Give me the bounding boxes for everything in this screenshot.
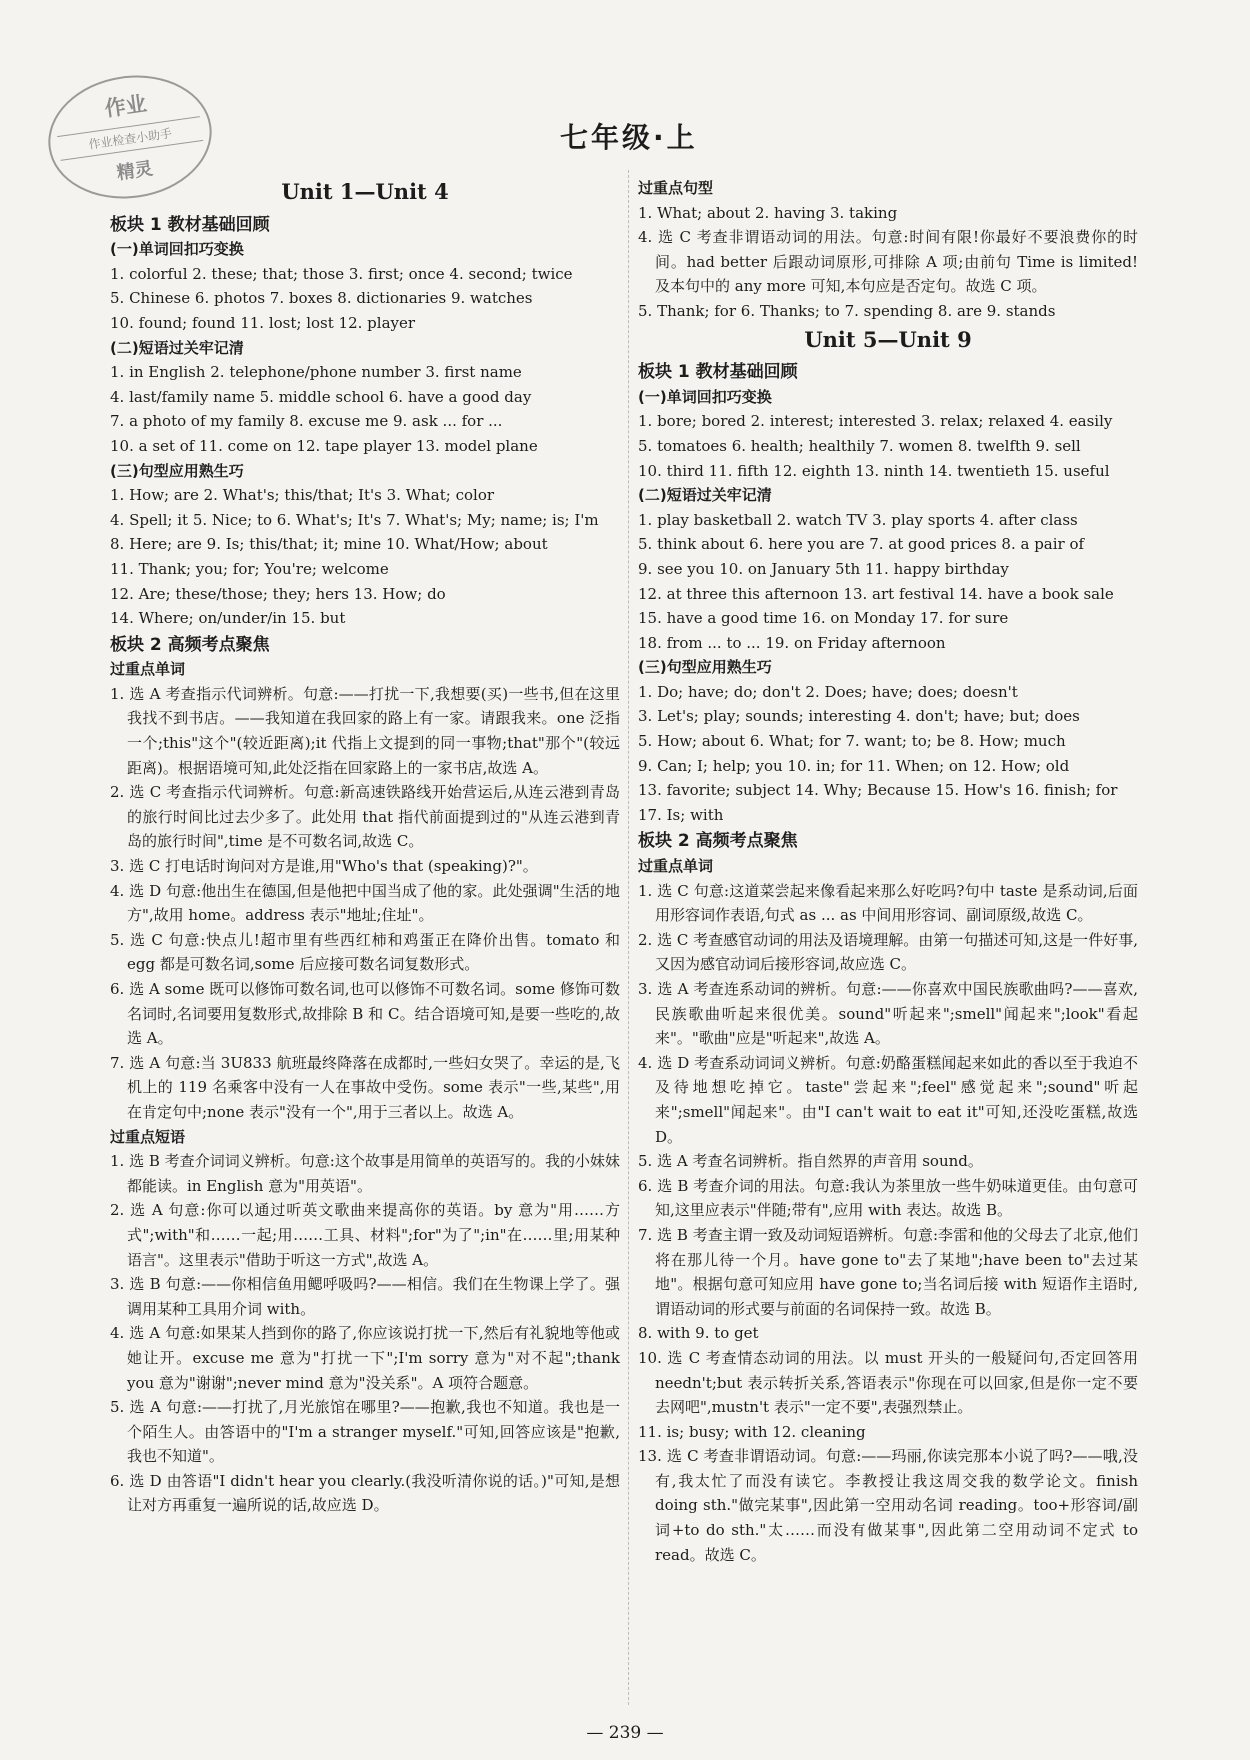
answer-item: 4. 选 D 句意:他出生在德国,但是他把中国当成了他的家。此处强调"生活的地方",故用 home。address 表示"地址;住址"。 — [110, 881, 620, 925]
answer-line: 4. last/family name 5. middle school 6. have a good day — [110, 387, 532, 406]
phrases-review-title: (二)短语过关牢记清 — [638, 486, 772, 505]
answer-line: 10. found; found 11. lost; lost 12. player — [110, 313, 416, 332]
answer-item: 1. 选 B 考查介词词义辨析。句意:这个故事是用简单的英语写的。我的小妹妹都能读。in English 意为"用英语"。 — [110, 1152, 620, 1195]
key-words-title: 过重点单词 — [110, 660, 186, 679]
answer-line: 5. think about 6. here you are 7. at good prices 8. a pair of — [638, 535, 1085, 554]
answer-line: 9. Can; I; help; you 10. in; for 11. When; on 12. How; old — [638, 756, 1070, 775]
answer-line: 7. a photo of my family 8. excuse me 9. ask ... for ... — [110, 412, 503, 431]
answer-line: 5. tomatoes 6. health; healthily 7. women 8. twelfth 9. sell — [638, 436, 1081, 455]
phrases-review-title: (二)短语过关牢记清 — [110, 338, 244, 357]
answer-line: 11. Thank; you; for; You're; welcome — [110, 559, 389, 578]
answer-item: 3. 选 C 打电话时询问对方是谁,用"Who's that (speaking)?"。 — [110, 857, 538, 876]
sentences-review-title: (三)句型应用熟生巧 — [110, 461, 244, 480]
page-number: — 239 — — [586, 1723, 664, 1743]
answer-item: 1. 选 C 句意:这道菜尝起来像看起来那么好吃吗?句中 taste 是系动词,后面用形容词作表语,句式 as ... as 中间用形容词、副词原级,故选 C。 — [638, 881, 1138, 925]
answer-line: 18. from ... to ... 19. on Friday afternoon — [638, 633, 946, 652]
answer-item: 1. What; about 2. having 3. taking — [638, 203, 898, 222]
stamp-bottom-text: 精灵 — [115, 158, 155, 185]
answer-line: 17. Is; with — [638, 805, 724, 824]
answer-item: 2. 选 C 考查感官动词的用法及语境理解。由第一句描述可知,这是一件好事,又因为感官动词后接形容词,故应选 C。 — [638, 930, 1138, 974]
answer-item: 4. 选 C 考查非谓语动词的用法。句意:时间有限!你最好不要浪费你的时间。had better 后跟动词原形,可排除 A 项;由前句 Time is limited! 及本句中的 any more 可知,本句应是否定句。故选 C 项。 — [638, 228, 1138, 296]
block2-title: 板块 2 高频考点聚焦 — [110, 634, 270, 655]
answer-line: 5. How; about 6. What; for 7. want; to; be 8. How; much — [638, 732, 1066, 751]
answer-item: 2. 选 C 考查指示代词辨析。句意:新高速铁路线开始营运后,从连云港到青岛的旅行时间比过去少多了。此处用 that 指代前面提到过的"从连云港到青岛的旅行时间",time 是不可数名词,故选 C。 — [110, 783, 620, 851]
answer-line: 10. third 11. fifth 12. eighth 13. ninth 14. twentieth 15. useful — [638, 461, 1110, 480]
answer-line: 4. Spell; it 5. Nice; to 6. What's; It's 7. What's; My; name; is; I'm — [110, 510, 599, 529]
unit-title-1-4: Unit 1—Unit 4 — [281, 179, 449, 204]
answer-item: 6. 选 B 考查介词的用法。句意:我认为茶里放一些牛奶味道更佳。由句意可知,这里应表示"伴随;带有",应用 with 表达。故选 B。 — [638, 1176, 1138, 1220]
answer-line: 1. How; are 2. What's; this/that; It's 3. What; color — [110, 486, 495, 505]
words-review-title: (一)单词回扣巧变换 — [110, 240, 244, 259]
answer-line: 12. Are; these/those; they; hers 13. How; do — [110, 584, 446, 603]
answer-line: 8. Here; are 9. Is; this/that; it; mine 10. What/How; about — [110, 535, 548, 554]
answer-item: 6. 选 A some 既可以修饰可数名词,也可以修饰不可数名词。some 修饰可数名词时,名词要用复数形式,故排除 B 和 C。结合语境可知,是要一些吃的,故选 A。 — [110, 980, 620, 1048]
answer-item: 7. 选 B 考查主谓一致及动词短语辨析。句意:李雷和他的父母去了北京,他们将在那儿待一个月。have gone to"去了某地";have been to"去过某地"。根据句意可知应用 have gone to;当名词后接 with 短语作主语时,谓语动词的形式要与前面的名词保持一致。故选 B。 — [638, 1225, 1138, 1318]
answer-item: 5. 选 A 句意:——打扰了,月光旅馆在哪里?——抱歉,我也不知道。我也是一个陌生人。由答语中的"I'm a stranger myself."可知,回答应该是"抱歉,我也不知道"。 — [110, 1398, 620, 1466]
answer-line: 1. colorful 2. these; that; those 3. first; once 4. second; twice — [110, 264, 573, 283]
answer-line: 5. Chinese 6. photos 7. boxes 8. dictionaries 9. watches — [110, 289, 533, 308]
answer-line: 1. in English 2. telephone/phone number 3. first name — [110, 363, 522, 382]
answer-item: 2. 选 A 句意:你可以通过听英文歌曲来提高你的英语。by 意为"用……方式";with"和……一起;用……工具、材料";for"为了";in"在……里;用某种语言"。这里表示"借助于听这一方式",故选 A。 — [110, 1201, 620, 1269]
answer-line: 15. have a good time 16. on Monday 17. for sure — [638, 609, 1009, 628]
sentences-review-title: (三)句型应用熟生巧 — [638, 658, 772, 677]
answer-item: 5. 选 C 句意:快点儿!超市里有些西红柿和鸡蛋正在降价出售。tomato 和 egg 都是可数名词,some 后应接可数名词复数形式。 — [110, 930, 620, 974]
stamp-mid-text: 作业检查小助手 — [57, 116, 203, 161]
answer-line: 1. play basketball 2. watch TV 3. play sports 4. after class — [638, 510, 1078, 529]
words-review-title: (一)单词回扣巧变换 — [638, 387, 772, 406]
answer-item: 8. with 9. to get — [638, 1324, 759, 1343]
answer-item: 13. 选 C 考查非谓语动词。句意:——玛丽,你读完那本小说了吗?——哦,没有,我太忙了而没有读它。李教授让我这周交我的数学论文。finish doing sth."做完某事",因此第一空用动名词 reading。too+形容词/副词+to do sth."太……而没有做某事",因此第二空用动词不定式 to read。故选 C。 — [638, 1447, 1138, 1564]
answer-line: 9. see you 10. on January 5th 11. happy birthday — [638, 559, 1009, 578]
answer-item: 1. 选 A 考查指示代词辨析。句意:——打扰一下,我想要(买)一些书,但在这里我找不到书店。——我知道在我回家的路上有一家。请跟我来。one 泛指一个;this"这个"(较近距离);it 代指上文提到的同一事物;that"那个"(较远距离)。根据语境可知,此处泛指在回家路上的一家书店,故选 A。 — [110, 684, 620, 777]
answer-item: 4. 选 D 考查系动词词义辨析。句意:奶酪蛋糕闻起来如此的香以至于我迫不及待地想吃掉它。taste"尝起来";feel"感觉起来";sound"听起来";smell"闻起来"。由"I can't wait to eat it"可知,还没吃蛋糕,故选 D。 — [638, 1053, 1138, 1146]
answer-line: 3. Let's; play; sounds; interesting 4. don't; have; but; does — [638, 707, 1080, 726]
answer-item: 6. 选 D 由答语"I didn't hear you clearly.(我没听清你说的话。)"可知,是想让对方再重复一遍所说的话,故应选 D。 — [110, 1471, 620, 1515]
right-column — [638, 176, 1138, 1567]
key-sentences-title: 过重点句型 — [638, 179, 714, 197]
page-title: 七年级·上 — [560, 121, 698, 154]
answer-item: 11. is; busy; with 12. cleaning — [638, 1422, 866, 1441]
key-phrases-title: 过重点短语 — [110, 1127, 186, 1146]
block2-title: 板块 2 高频考点聚焦 — [638, 831, 798, 852]
answer-item: 3. 选 B 句意:——你相信鱼用鳃呼吸吗?——相信。我们在生物课上学了。强调用某种工具用介词 with。 — [110, 1275, 620, 1318]
column-divider — [628, 170, 629, 1705]
answer-item: 7. 选 A 句意:当 3U833 航班最终降落在成都时,一些妇女哭了。幸运的是,飞机上的 119 名乘客中没有一人在事故中受伤。some 表示"一些,某些",用在肯定句中;none 表示"没有一个",用于三者以上。故选 A。 — [110, 1053, 620, 1121]
answer-line: 14. Where; on/under/in 15. but — [110, 609, 346, 628]
answer-item: 4. 选 A 句意:如果某人挡到你的路了,你应该说打扰一下,然后有礼貌地等他或她让开。excuse me 意为"打扰一下";I'm sorry 意为"对不起";thank you 意为"谢谢";never mind 意为"没关系"。A 项符合题意。 — [110, 1324, 620, 1392]
block1-title: 板块 1 教材基础回顾 — [110, 214, 270, 235]
answer-item: 10. 选 C 考查情态动词的用法。以 must 开头的一般疑问句,否定回答用 needn't;but 表示转折关系,答语表示"你现在可以回家,但是你一定不要去网吧",mustn't 表示"一定不要",表强烈禁止。 — [638, 1348, 1138, 1417]
answer-item: 3. 选 A 考查连系动词的辨析。句意:——你喜欢中国民族歌曲吗?——喜欢,民族歌曲听起来很优美。sound"听起来";smell"闻起来";look"看起来"。"歌曲"应是"听起来",故选 A。 — [638, 980, 1138, 1048]
answer-line: 1. bore; bored 2. interest; interested 3. relax; relaxed 4. easily — [638, 412, 1113, 431]
answer-line: 1. Do; have; do; don't 2. Does; have; does; doesn't — [638, 682, 1018, 701]
key-words-title: 过重点单词 — [638, 857, 714, 876]
answer-line: 13. favorite; subject 14. Why; Because 15. How's 16. finish; for — [638, 781, 1118, 800]
answer-line: 10. a set of 11. come on 12. tape player 13. model plane — [110, 436, 538, 455]
answer-line: 12. at three this afternoon 13. art festival 14. have a book sale — [638, 584, 1114, 603]
answer-item: 5. Thank; for 6. Thanks; to 7. spending 8. are 9. stands — [638, 301, 1056, 320]
block1-title: 板块 1 教材基础回顾 — [638, 362, 798, 383]
left-column — [110, 176, 620, 1518]
stamp-top-text: 作业 — [103, 91, 149, 122]
answer-item: 5. 选 A 考查名词辨析。指自然界的声音用 sound。 — [638, 1152, 983, 1171]
unit-title-5-9: Unit 5—Unit 9 — [804, 326, 972, 352]
